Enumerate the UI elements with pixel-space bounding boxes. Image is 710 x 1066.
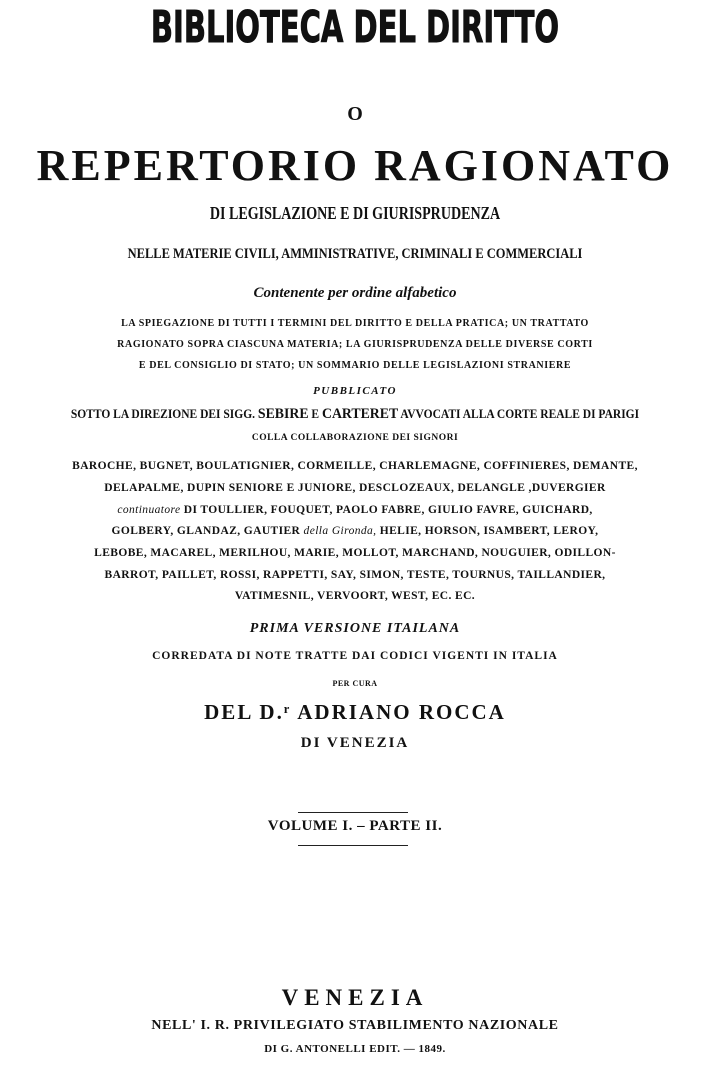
subtitle-materie: NELLE MATERIE CIVILI, AMMINISTRATIVE, CRIMINALI E COMMERCIALI: [127, 246, 583, 262]
collaborators-italic: continuatore: [117, 504, 181, 516]
book-subtitle: REPERTORIO RAGIONATO: [36, 141, 674, 190]
collaborators-line: BAROCHE, BUGNET, BOULATIGNIER, CORMEILLE, CHARLEMAGNE, COFFINIERES, DEMANTE,: [72, 460, 638, 472]
collaborators-italic: della Gironda,: [303, 525, 377, 537]
direction-line: [28, 406, 681, 423]
pubblicato-label: PUBBLICATO: [313, 385, 397, 397]
collaborators-line: LEBOBE, MACAREL, MERILHOU, MARIE, MOLLOT, MARCHAND, NOUGUIER, ODILLON-: [94, 547, 616, 559]
title-conjunction: O: [347, 103, 363, 125]
contenente-line: Contenente per ordine alfabetico: [253, 285, 457, 301]
collaborators-text: DI TOULLIER, FOUQUET, PAOLO FABRE, GIULIO FAVRE, GUICHARD,: [183, 504, 593, 516]
editor-city: DI VENEZIA: [300, 735, 410, 751]
collaborators-text: HELIE, HORSON, ISAMBERT, LEROY,: [379, 525, 599, 537]
direction-pre: SOTTO LA DIREZIONE DEI SIGG.: [70, 407, 256, 421]
direction-and: E: [311, 407, 320, 421]
contents-line: RAGIONATO SOPRA CIASCUNA MATERIA; LA GIURISPRUDENZA DELLE DIVERSE CORTI: [117, 339, 593, 350]
edition-label: PRIMA VERSIONE ITAILANA: [249, 621, 461, 636]
collaborators-line: [0, 525, 710, 537]
volume-label: VOLUME I. – PARTE II.: [267, 818, 443, 834]
collaborators-line: BARROT, PAILLET, ROSSI, RAPPETTI, SAY, SIMON, TESTE, TOURNUS, TAILLANDIER,: [104, 569, 606, 581]
director-carteret: CARTERET: [321, 406, 399, 422]
imprint-publisher: NELL' I. R. PRIVILEGIATO STABILIMENTO NAZIONALE: [151, 1018, 559, 1033]
imprint-editor-date: DI G. ANTONELLI EDIT. — 1849.: [264, 1043, 446, 1055]
collaboration-label: COLLA COLLABORAZIONE DEI SIGNORI: [251, 433, 459, 443]
contents-line: LA SPIEGAZIONE DI TUTTI I TERMINI DEL DIRITTO E DELLA PRATICA; UN TRATTATO: [121, 318, 589, 329]
subtitle-legislazione: DI LEGISLAZIONE E DI GIURISPRUDENZA: [209, 203, 501, 223]
director-sebire: SEBIRE: [257, 406, 309, 422]
volume-rule-bottom: [298, 845, 408, 846]
editor-name: DEL D.ʳ ADRIANO ROCCA: [204, 700, 506, 724]
per-cura-label: PER CURA: [332, 679, 378, 688]
direction-post: AVVOCATI ALLA CORTE REALE DI PARIGI: [400, 407, 640, 421]
collaborators-line: [0, 504, 710, 516]
collaborators-line: DELAPALME, DUPIN SENIORE E JUNIORE, DESCLOZEAUX, DELANGLE ,DUVERGIER: [104, 482, 606, 494]
contents-line: E DEL CONSIGLIO DI STATO; UN SOMMARIO DELLE LEGISLAZIONI STRANIERE: [138, 360, 572, 371]
collaborators-line: VATIMESNIL, VERVOORT, WEST, EC. EC.: [234, 590, 476, 602]
notes-line: CORREDATA DI NOTE TRATTE DAI CODICI VIGENTI IN ITALIA: [152, 650, 558, 662]
collaborators-text: GOLBERY, GLANDAZ, GAUTIER: [111, 525, 301, 537]
book-title: BIBLIOTECA DEL DIRITTO: [150, 2, 560, 53]
imprint-city: VENEZIA: [281, 985, 429, 1010]
volume-rule-top: [298, 812, 408, 813]
